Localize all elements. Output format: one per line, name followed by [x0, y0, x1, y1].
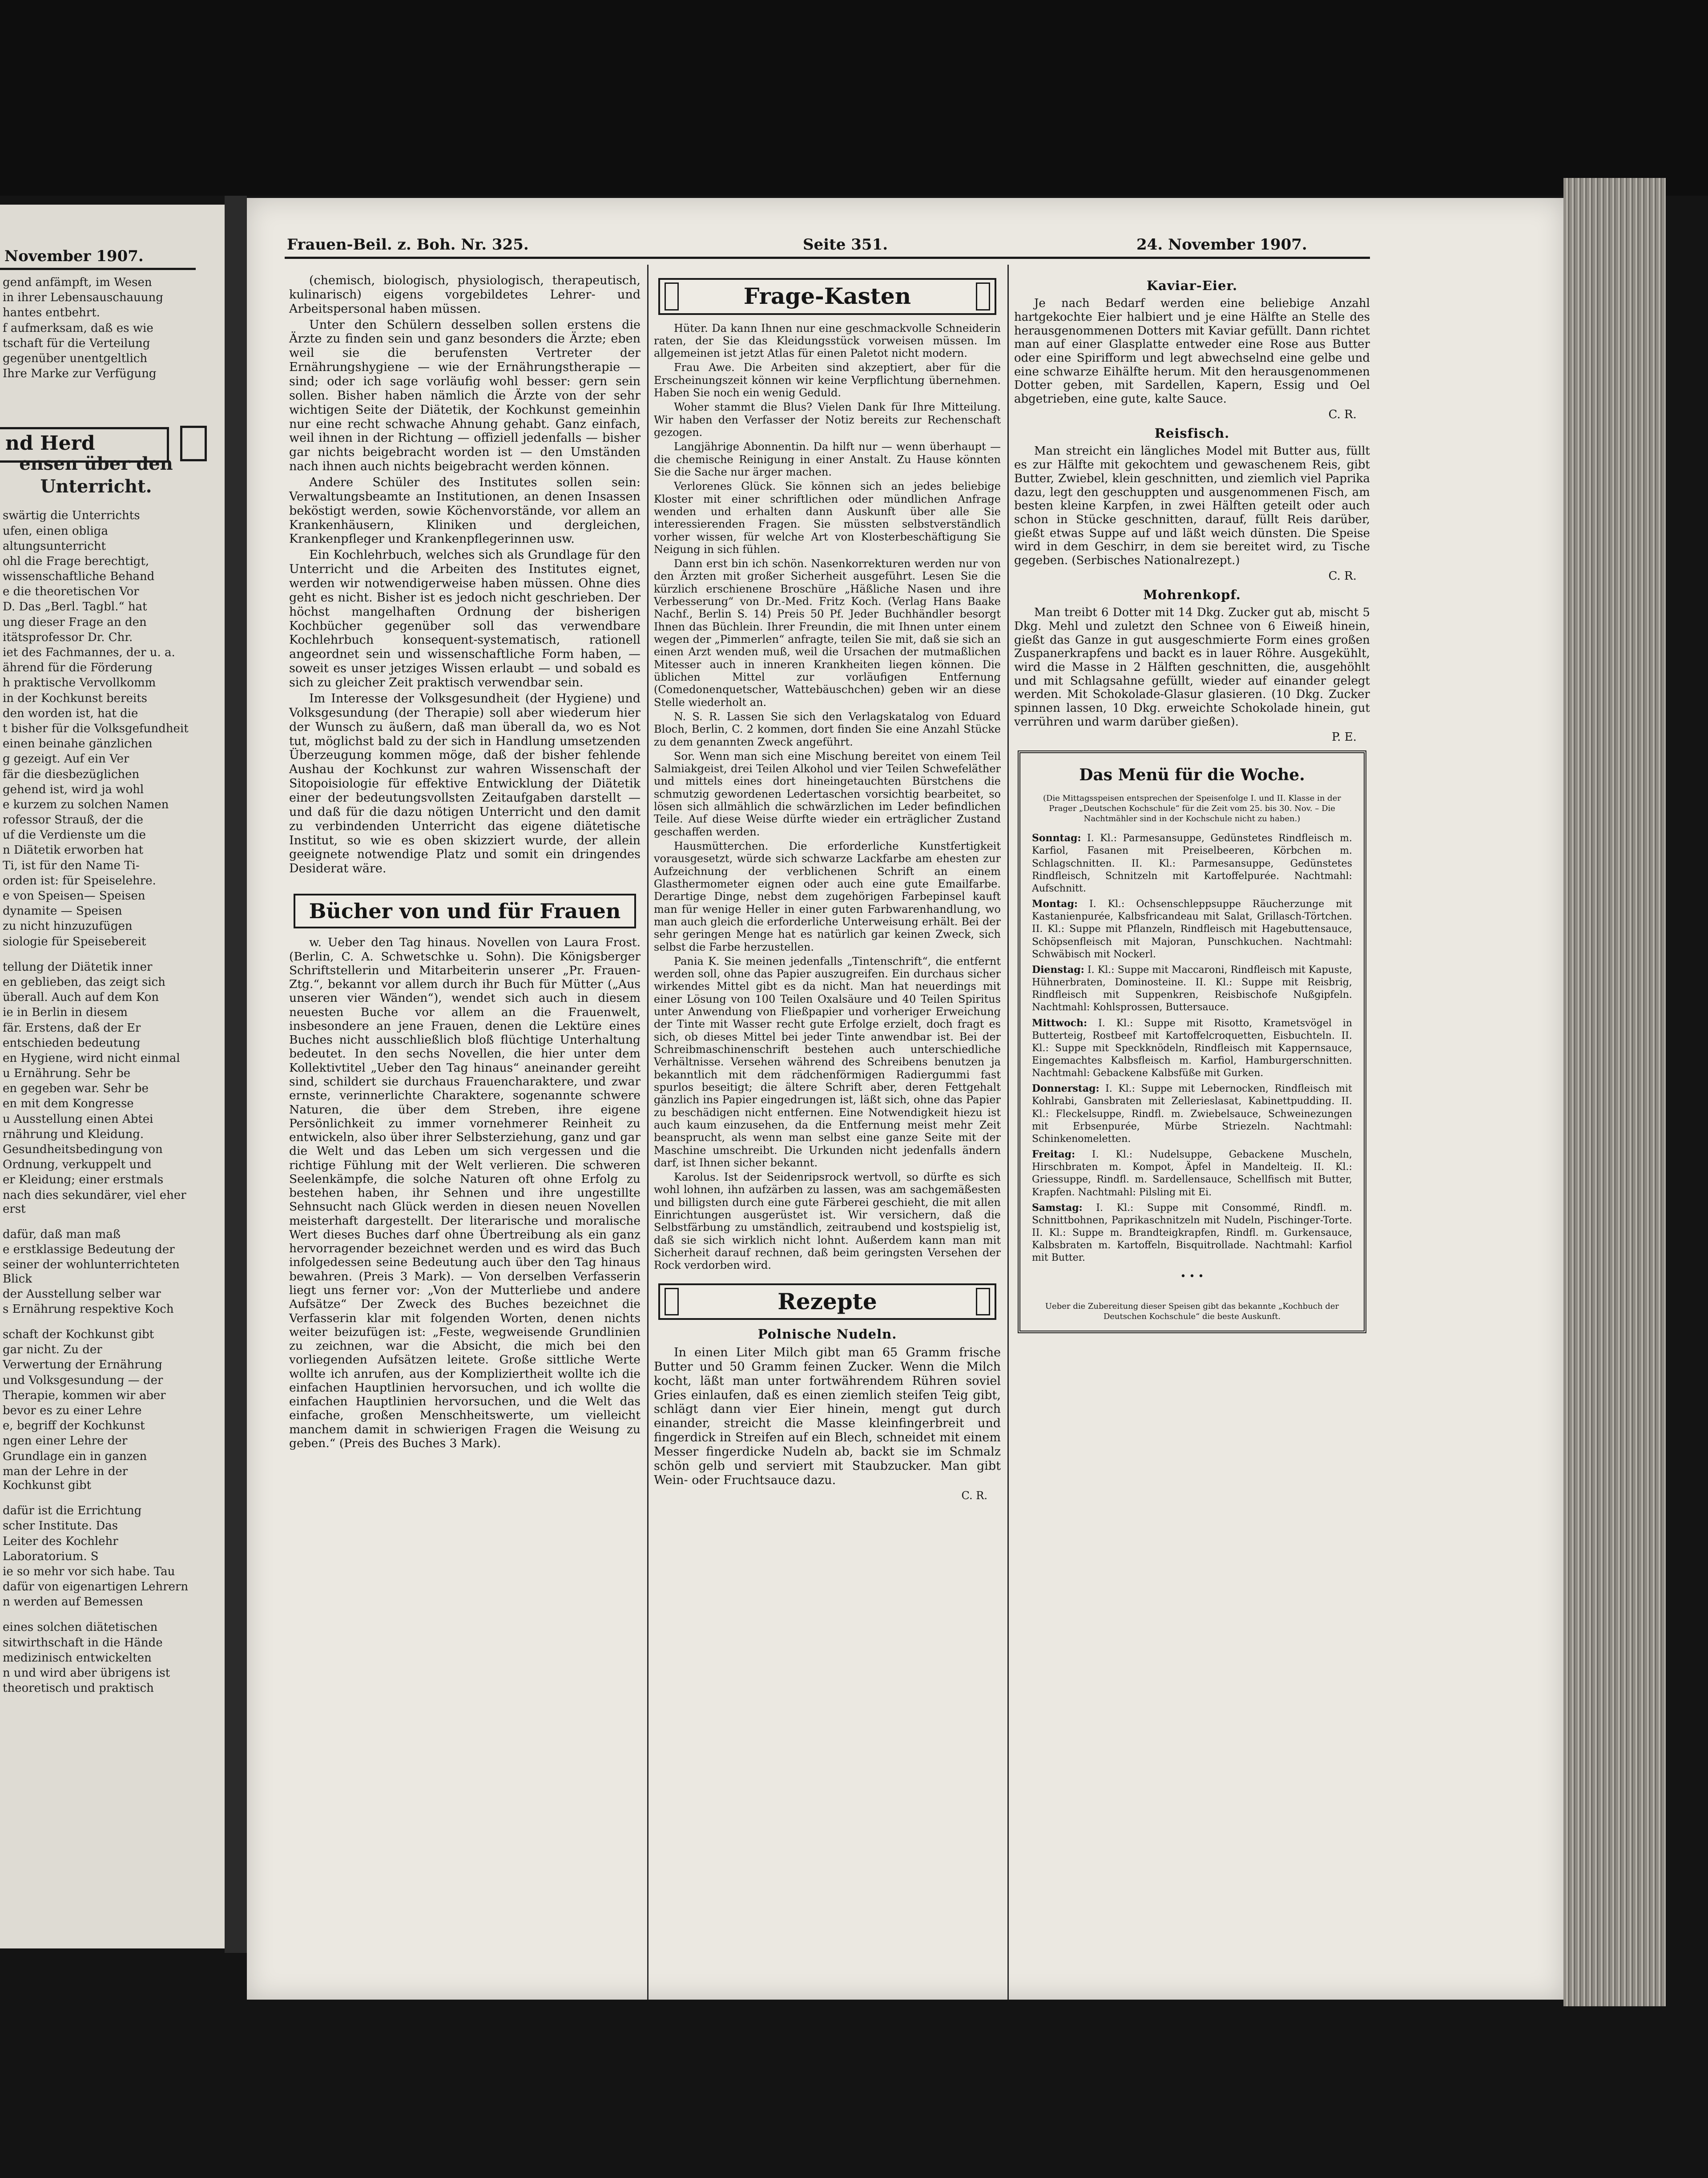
previous-page-line: bevor es zu einer Lehre: [3, 1404, 142, 1417]
menu-day-name: Dienstag:: [1032, 964, 1084, 976]
menu-day-entry: [1032, 1017, 1352, 1080]
previous-page-line: er Kleidung; einer erstmals: [3, 1173, 164, 1187]
qa-entry: Dann erst bin ich schön. Nasenkorrekturen werden nur von den Ärzten mit großer Sicherheit ausgeführt. Lesen Sie die kürzlich erschienene Broschüre „Häßliche Nasen und ihre Verbesserung“ von Dr.-Med. Fritz Koch. (Verlag Hans Baake Nachf., Berlin S. 14) Preis 50 Pf. Jeder Buchhändler besorgt Ihnen das Büchlein. Ihrer Freundin, die mit Ihnen unter einem wegen der „Pimmerlen“ anfragte, teilen Sie mit, daß sie sich an einen Arzt wenden muß, weil die Ursachen der mutmaßlichen Mitesser auch in inneren Krankheiten liegen können. Die üblichen Mittel zur vorläufigen Entfernung (Comedonenquetscher, Wattebäuschchen) geben wir an diese Stelle wiederholt an.: [654, 557, 1001, 709]
previous-page-line: [3, 499, 189, 508]
previous-page-line: gehend ist, wird ja wohl: [3, 782, 144, 796]
article-paragraph: Ein Kochlehrbuch, welches sich als Grundlage für den Unterricht und die Arbeiten des Institutes eignet, werden wir notwendigerweise haben müssen. Ohne dies geht es nicht. Bisher ist es jedoch nicht geschrieben. Der höchst mangelhaften Ordnung der bisherigen Kochbücher gegenüber soll das verwendbare Kochlehrbuch konsequent-systematisch, rationell angeordnet sein und wissenschaftliche Form haben, — soweit es unser jetziges Wissen erlaubt — und sobald es sich zu gleicher Zeit praktisch verwendbar sein.: [289, 548, 640, 690]
column-rule-1: [647, 265, 649, 2000]
header-rule: [285, 257, 1370, 259]
previous-page-line: f aufmerksam, daß es wie: [3, 321, 153, 335]
previous-page-line: g gezeigt. Auf ein Ver: [3, 752, 129, 766]
previous-page-line: wissenschaftliche Behand: [3, 570, 155, 584]
previous-page-line: gegenüber unentgeltlich: [3, 351, 148, 365]
previous-page-line: fär die diesbezüglichen: [3, 767, 140, 781]
recipe-text: In einen Liter Milch gibt man 65 Gramm frische Butter und 50 Gramm feinen Zucker. Wenn die Milch kocht, läßt man unter fortwährendem Rühren soviel Gries einlaufen, daß es einen ziemlich steifen Teig gibt, schlägt dann vier Eier hinein, mengt gut durch einander, streicht die Masse kleinfingerbreit und fingerdick in Streifen auf ein Blech, schneidet mit einem Messer fingerdicke Nudeln ab, backt sie im Schmalz schön gelb und serviert mit Staubzucker. Man gibt Wein- oder Fruchtsauce dazu.: [654, 1346, 1001, 1487]
qa-entry: N. S. R. Lassen Sie sich den Verlagskatalog von Eduard Bloch, Berlin, C. 2 kommen, dort finden Sie eine Anzahl Stücke zu dem genannten Zweck angeführt.: [654, 710, 1001, 748]
previous-page-line: swärtig die Unterrichts: [3, 509, 140, 523]
previous-page-line: ährend für die Förderung: [3, 661, 153, 675]
previous-page-line: en mit dem Kongresse: [3, 1097, 134, 1111]
page-stack-edge: [1563, 178, 1666, 2006]
previous-page-line: [3, 382, 189, 391]
previous-page-line: dafür, daß man maß: [3, 1227, 121, 1241]
rezepte-heading: Rezepte: [777, 1288, 877, 1315]
previous-page-line: t bisher für die Volksgefundheit: [3, 722, 189, 735]
previous-page-line: hantes entbehrt.: [3, 306, 100, 320]
previous-page-line: Grundlage ein in ganzen: [3, 1449, 147, 1463]
ornament-icon: [665, 282, 679, 311]
previous-page-line: einen beinahe gänzlichen: [3, 737, 153, 751]
previous-page-line: theoretisch und praktisch: [3, 1682, 154, 1695]
previous-page-line: nach dies sekundärer, viel eher erst: [3, 1188, 186, 1216]
menu-day-text: I. Kl.: Suppe mit Maccaroni, Rindfleisch mit Kapuste, Hühnerbraten, Dominosteine. II. Kl.: Suppe mit Reisbrig, Rindfleisch mit Suppenkren, Reisbischofe Nußgipfeln. Nachtmahl: Kohlsprossen, Buttersauce.: [1032, 964, 1352, 1013]
previous-page-line: ie so mehr vor sich habe. Tau: [3, 1565, 175, 1578]
qa-entry: Verlorenes Glück. Sie können sich an jedes beliebige Kloster mit einer schriftlichen oder mündlichen Anfrage wenden und erhalten dann Auskunft über alle Sie interessierenden Fragen. Sie müssten selbstverständlich vorher wissen, für welche Art von Klosterbeschäftigung Sie Neigung in sich fühlen.: [654, 480, 1001, 556]
previous-page-line: ufen, einen obliga: [3, 524, 108, 538]
weekly-menu-box: [1018, 750, 1366, 1333]
previous-page-line: seiner der wohlunterrichteten Blick: [3, 1258, 180, 1286]
previous-page-line: [3, 1218, 189, 1226]
previous-page-line: en Hygiene, wird nicht einmal: [3, 1051, 180, 1065]
menu-day-text: I. Kl.: Suppe mit Consommé, Rindfl. m. Schnittbohnen, Paprikaschnitzeln mit Nudeln, Pischinger-Torte. II. Kl.: Suppe m. Brandteigkrapfen, Rindfl. m. Gurkensauce, Kalbsbraten m. Kartoffeln, Bisquitrollade. Nachtmahl: Karfiol mit Butter.: [1032, 1202, 1353, 1264]
qa-entries: [654, 322, 1001, 1272]
books-review: [289, 936, 640, 1450]
previous-page-line: orden ist: für Speiselehre.: [3, 874, 156, 887]
previous-page-line: scher Institute. Das: [3, 1519, 118, 1533]
previous-page-line: rnährung und Kleidung.: [3, 1127, 144, 1141]
column-1: [289, 274, 640, 1452]
previous-page-line: e kurzem zu solchen Namen: [3, 798, 169, 811]
menu-day-name: Mittwoch:: [1032, 1017, 1088, 1029]
qa-entry: Karolus. Ist der Seidenripsrock wertvoll, so dürfte es sich wohl lohnen, ihn aufzärben zu lassen, was am sachgemäßesten und billigsten durch eine gute Färberei geschieht, die mit allen Einrichtungen ausgerüstet ist. Wir versichern, daß die Selbstfärbung zu umständlich, zeitraubend und kostspielig ist, daß sie sich wirklich nicht lohnt. Außerdem kann man mit Sicherheit darauf rechnen, daß beim geringsten Versehen der Rock verdorben wird.: [654, 1171, 1001, 1272]
page-header-left: Frauen-Beil. z. Boh. Nr. 325.: [287, 236, 529, 254]
previous-page-line: man der Lehre in der Kochkunst gibt: [3, 1464, 128, 1492]
previous-page-line: ensen über den: [19, 453, 173, 475]
previous-page-line: n und wird aber übrigens ist: [3, 1666, 170, 1680]
previous-page-line: [3, 1494, 189, 1503]
recipe-signature: C. R.: [961, 1489, 987, 1502]
previous-page-line: in der Kochkunst bereits: [3, 691, 147, 705]
page-header-center: Seite 351.: [803, 236, 888, 254]
previous-page-line: in ihrer Lebensauschauung: [3, 291, 163, 305]
menu-day-entry: [1032, 832, 1352, 895]
previous-page-line: [3, 1610, 189, 1619]
previous-page-line: siologie für Speisebereit: [3, 935, 146, 948]
book-gutter: [225, 196, 247, 1953]
previous-page-line: tschaft für die Verteilung: [3, 336, 150, 350]
menu-day-entry: [1032, 1148, 1352, 1199]
previous-page-line: [3, 1318, 189, 1327]
column-3: [1014, 274, 1370, 1333]
previous-page-line: en geblieben, das zeigt sich: [3, 975, 165, 989]
menu-day-text: I. Kl.: Nudelsuppe, Gebackene Muscheln, Hirschbraten m. Kompot, Äpfel in Mandelteig. II. Kl.: Griessuppe, Rindfl. m. Sardellensauce, Schellfisch mit Butter, Krapfen. Nachtmahl: Pilsling mit Ei.: [1032, 1149, 1353, 1198]
qa-entry: Sor. Wenn man sich eine Mischung bereitet von einem Teil Salmiakgeist, drei Teilen Alkohol und vier Teilen Schwefeläther und mittels eines dort hineingetauchten Bürstchens die schmutzig gewordenen Ledertaschen vorsichtig bearbeitet, so lösen sich allmählich die schwärzlichen im Leder befindlichen Teile. Auf diese Weise dürfte wieder ein erträglicher Zustand geschaffen werden.: [654, 750, 1001, 838]
recipe-title: Polnische Nudeln.: [757, 1327, 897, 1342]
previous-page-line: sitwirthschaft in die Hände: [3, 1636, 163, 1650]
menu-day-text: I. Kl.: Suppe mit Lebernocken, Rindfleisch mit Kohlrabi, Gansbraten mit Zellerieslasat, Kabinettpudding. II. Kl.: Fleckelsuppe, Rindfl. m. Zwiebelsauce, Schweinezungen mit Erbsenpurée, Mürbe Striezeln. Nachtmahl: Schinkenomeletten.: [1032, 1083, 1352, 1145]
recipe-signature: C. R.: [1328, 407, 1357, 421]
qa-entry: Woher stammt die Blus? Vielen Dank für Ihre Mitteilung. Wir haben den Verfasser der Notiz bereits zur Rechenschaft gezogen.: [654, 401, 1001, 439]
previous-page-line: e die theoretischen Vor: [3, 585, 139, 599]
previous-page-line: Unterricht.: [40, 476, 152, 497]
previous-page-line: fär. Erstens, daß der Er: [3, 1021, 141, 1035]
recipe-text: Man streicht ein längliches Model mit Butter aus, füllt es zur Hälfte mit gekochtem und gewaschenem Reis, gibt Butter, Zwiebel, klein geschnitten, und ziemlich viel Paprika dazu, legt den geschuppten und ausgenommenen Fisch, am besten kleine Karpfen, in zwei Hälften geteilt oder auch schon in Stücke geschnitten, darauf, füllt Reis darüber, gießt etwas Suppe auf und läßt weich dünsten. Die Speise wird in dem Geschirr, in dem sie bereitet wird, zu Tische gegeben. (Serbisches Nationalrezept.): [1014, 444, 1370, 567]
previous-page-line: Verwertung der Ernährung: [3, 1358, 162, 1372]
frage-kasten-box: [658, 278, 996, 315]
previous-page-line: medizinisch entwickelten: [3, 1651, 152, 1665]
previous-page-line: altungsunterricht: [3, 539, 106, 553]
previous-page-line: dafür von eigenartigen Lehrern: [3, 1580, 189, 1594]
previous-page-line: u Ernährung. Sehr be: [3, 1067, 131, 1081]
previous-page-line: itätsprofessor Dr. Chr.: [3, 630, 133, 644]
previous-page-line: schaft der Kochkunst gibt: [3, 1328, 154, 1342]
menu-day-entry: [1032, 1082, 1352, 1145]
previous-page-line: h praktische Vervollkomm: [3, 676, 156, 690]
ornament-icon: [976, 282, 990, 311]
ornament-icon: [976, 1288, 990, 1316]
menu-footer: Ueber die Zubereitung dieser Speisen gibt das bekannte „Kochbuch der Deutschen Kochschule“ die beste Auskunft.: [1045, 1301, 1339, 1321]
previous-page-header-rule: [0, 268, 196, 270]
article-paragraph: Andere Schüler des Institutes sollen sein: Verwaltungsbeamte an Institutionen, an denen Insassen beköstigt werden, sowie Köchenvorstände, vor allem an Krankenhäusern, Kliniken und dergleichen, Krankenpfleger und Krankenpflegerinnen usw.: [289, 476, 640, 546]
qa-entry: Frau Awe. Die Arbeiten sind akzeptiert, aber für die Erscheinungszeit können wir keine Verpflichtung übernehmen. Haben Sie noch ein wenig Geduld.: [654, 361, 1001, 399]
qa-entry: Hüter. Da kann Ihnen nur eine geschmackvolle Schneiderin raten, der Sie das Kleidungsstück vorweisen müssen. Im allgemeinen ist jetzt Atlas für einen Paletot nicht modern.: [654, 322, 1001, 360]
previous-page-line: ie in Berlin in diesem: [3, 1006, 128, 1020]
menu-day-name: Donnerstag:: [1032, 1083, 1100, 1095]
previous-page-line: rofessor Strauß, der die: [3, 813, 144, 827]
scan-background: [0, 0, 1708, 196]
menu-day-name: Sonntag:: [1032, 832, 1081, 844]
menu-day-entry: [1032, 964, 1352, 1014]
menu-title: Das Menü für die Woche.: [1079, 766, 1305, 785]
previous-page-line: entschieden bedeutung: [3, 1036, 141, 1050]
previous-page-line: Ti, ist für den Name Ti-: [3, 859, 140, 872]
previous-page-line: dafür ist die Errichtung: [3, 1504, 142, 1518]
previous-page-line: und Volksgesundung — der: [3, 1373, 163, 1387]
article-paragraph: Im Interesse der Volksgesundheit (der Hygiene) und Volksgesundung (der Therapie) soll aber wiederum hier der Wunsch zu äußern, daß man überall da, wo es Not tut, möglichst bald zu der sich in Handlung umsetzenden Überzeugung kommen möge, daß der bisher fehlende Aushau der Kochkunst zur wahren Wissenschaft der Sitopoisiologie für effektive Entwicklung der Diätetik einer der bedeutungsvollsten Zeitaufgaben darstellt — und daß für die dazu nötigen Unterricht und den damit zu verbindenden Unterricht das eigene diätetische Institut, so wie es oben skizziert wurde, der allein geeignete notwendige Platz und somit ein dringendes Desiderat wäre.: [289, 691, 640, 876]
recipe-title: Mohrenkopf.: [1143, 587, 1241, 603]
previous-page-line: überall. Auch auf dem Kon: [3, 991, 159, 1004]
menu-day-entry: [1032, 898, 1352, 961]
recipe-title: Reisfisch.: [1154, 426, 1230, 441]
previous-page-line: en gegeben war. Sehr be: [3, 1082, 149, 1096]
previous-page-line: u Ausstellung einen Abtei: [3, 1112, 153, 1126]
newspaper-page: [247, 198, 1563, 2000]
menu-day-name: Montag:: [1032, 898, 1078, 910]
previous-page-line: n werden auf Bemessen: [3, 1595, 143, 1609]
previous-page-line: eines solchen diätetischen: [3, 1621, 158, 1634]
previous-page-line: Ihre Marke zur Verfügung: [3, 367, 157, 381]
recipes-list: [1014, 278, 1370, 744]
previous-page-line: gend anfämpft, im Wesen: [3, 276, 152, 289]
menu-day-text: I. Kl.: Ochsenschleppsuppe Räucherzunge mit Kastanienpurée, Kalbsfricandeau mit Salat, Grillasch-Törtchen. II. Kl.: Suppe mit Pflanzeln, Rindfleisch mit Hagebuttensauce, Schöpsenfleisch mit Majoran, Punschkuchen. Nachtmahl: Schwäbisch mit Nockerl.: [1032, 899, 1352, 960]
previous-page-line: den worden ist, hat die: [3, 706, 138, 720]
menu-stars: • • •: [1180, 1271, 1204, 1283]
page-header-right: 24. November 1907.: [1136, 236, 1307, 254]
recipe-text: Je nach Bedarf werden eine beliebige Anzahl hartgekochte Eier halbiert und je eine Hälfte an Stelle des herausgenommenen Dotters mit Kaviar gefüllt. Dann richtet man auf einer Glasplatte entweder eine Rose aus Butter oder eine Spirifform und legt abwechselnd eine gelbe und eine schwarze Eihälfte herum. Mit den herausgenommenen Dotter geben, mit Sardellen, Kapern, Essig und Oel abgetrieben, eine gute, kalte Sauce.: [1014, 297, 1370, 406]
recipe-title: Kaviar-Eier.: [1146, 278, 1238, 293]
previous-page: [0, 205, 226, 1948]
qa-entry: Langjährige Abonnentin. Da hilft nur — wenn überhaupt — die chemische Reinigung in einer Anstalt. Zu Hause könnten Sie die Sache nur ärger machen.: [654, 440, 1001, 478]
previous-page-line: uf die Verdienste um die: [3, 828, 146, 842]
previous-page-line: Leiter des Kochlehr: [3, 1534, 118, 1548]
previous-page-line: [3, 950, 189, 959]
menu-day-text: I. Kl.: Parmesansuppe, Gedünstetes Rindfleisch m. Karfiol, Fasanen mit Preiselbeeren, Körbchen m. Schlagschnitten. II. Kl.: Parmesansuppe, Gedünstetes Rindfleisch, Schnitzeln mit Kartoffelpurée. Nachtmahl: Aufschnitt.: [1032, 833, 1352, 894]
previous-page-line: zu nicht hinzuzufügen: [3, 920, 133, 933]
previous-page-line: s Ernährung respektive Koch: [3, 1302, 174, 1316]
previous-page-line: iet des Fachmannes, der u. a.: [3, 646, 175, 659]
previous-page-line: ung dieser Frage an den: [3, 615, 147, 629]
qa-entry: Hausmütterchen. Die erforderliche Kunstfertigkeit vorausgesetzt, würde sich schwarze Lackfarbe am ehesten zur Aufzeichnung der verblichenen Schrift an einem Glasthermometer eignen oder auch eine gute Emailfarbe. Derartige Dinge, nebst dem zugehörigen Farbepinsel kauft man für wenige Heller in einer guten Farbwarenhandlung, wo man auch gleich die erforderliche Unterweisung erhält. Bei der sehr geringen Menge hat es natürlich gar keinen Zweck, sich selbst die Farbe herzustellen.: [654, 840, 1001, 953]
previous-page-line: n Diätetik erworben hat: [3, 843, 144, 857]
books-heading: Bücher von und für Frauen: [309, 899, 621, 924]
menu-days: [1032, 832, 1352, 1264]
previous-page-line: ohl die Frage berechtigt,: [3, 554, 149, 568]
previous-page-date: November 1907.: [4, 247, 144, 265]
rezepte-box: [658, 1283, 996, 1320]
books-heading-box: [294, 894, 636, 928]
menu-day-name: Freitag:: [1032, 1149, 1076, 1161]
qa-entry: Pania K. Sie meinen jedenfalls „Tintenschrift“, die entfernt werden soll, ohne das Papier auszugreifen. Ein durchaus sicher wirkendes Mittel gibt es da nicht. Man hat neuerdings mit einer Lösung von 100 Teilen Oxalsäure und 40 Teilen Spiritus unter Anwendung von Fließpapier und vorheriger Erweichung der Tinte mit Wasser recht gute Erfolge erzielt, doch fragt es sich, ob dieses Mittel bei jeder Tinte anwendbar ist. Bei der Schreibmaschinenschrift bestehen auch unterschiedliche Verhältnisse. Versehen während des Schreibens benutzen ja bekanntlich mit dem rädchenförmigen Radiergummi fast spurlos beseitigt; die ältere Schrift aber, deren Fettgehalt gänzlich ins Papier eingedrungen ist, läßt sich, ohne das Papier zu beschädigen nicht entfernen. Eine Notwendigkeit hiezu ist auch kaum einzusehen, da die Entfernung meist mehr Zeit beansprucht, als wenn man selbst eine ganze Seite mit der Maschine umschreibt. Die Urkunden nicht jedenfalls ändern darf, ist Ihnen sicher bekannt.: [654, 955, 1001, 1169]
previous-page-line: Laboratorium. S: [3, 1549, 99, 1563]
ornament-icon: [665, 1288, 679, 1316]
previous-page-line: Ordnung, verkuppelt und: [3, 1158, 152, 1172]
menu-note: (Die Mittagsspeisen entsprechen der Speisenfolge I. und II. Klasse in der Prager „Deutschen Kochschule“ für die Zeit vom 25. bis 30. Nov. – Die Nachtmähler sind in der Kochschule nicht zu haben.): [1043, 794, 1341, 824]
previous-page-line: Gesundheitsbedingung von: [3, 1143, 163, 1156]
article-paragraph: Unter den Schülern desselben sollen erstens die Ärzte zu finden sein und ganz besonders die Ärzte; eben weil sie die berufensten Vertreter der Ernährungshygiene — wie der Ernährungstherapie — sind; oder ich sage vorläufig wohl besser: gern sein sollen. Bisher haben nämlich die Ärzte von der sehr wichtigen Seite der Diätetik, der Kochkunst gemeinhin nur eine recht schwache Ahnung gehabt. Ganz einfach, weil ihnen in der Richtung — offiziell jedenfalls — bisher gar nichts beigebracht worden ist — den Umständen nach ihnen auch nichts beigebracht werden können.: [289, 318, 640, 474]
previous-page-line: e, begriff der Kochkunst: [3, 1419, 145, 1433]
previous-page-line: ngen einer Lehre der: [3, 1434, 128, 1448]
previous-page-line: tellung der Diätetik inner: [3, 960, 153, 974]
recipe-signature: C. R.: [1328, 569, 1357, 583]
menu-day-entry: [1032, 1202, 1352, 1265]
book-review-paragraph: w. Ueber den Tag hinaus. Novellen von Laura Frost. (Berlin, C. A. Schwetschke u. Sohn). Die Königsberger Schriftstellerin und Mitarbeiterin unserer „Pr. Frauen-Ztg.“, bekannt vor allem durch ihr Buch für Mütter („Aus unseren vier Wänden“), wendet sich auch in diesem neuesten Buche vor allem an die Frauenwelt, insbesondere an jene Frauen, denen die Lektüre eines Buches nicht ausschließlich bloß flüchtige Unterhaltung bedeutet. In den sechs Novellen, die hier unter dem Kollektivtitel „Ueber den Tag hinaus“ aneinander gereiht sind, schildert sie durchaus Frauencharaktere, und zwar ernste, verinnerlichte Charaktere, sogenannte schwere Naturen, die über dem Streben, ihre eigene Persönlichkeit zu immer vornehmerer Reinheit zu entwickeln, also über ihrer Selbsterziehung, ganz und gar die Welt und das Leben um sich vergessen und die richtige Fühlung mit der Welt verlieren. Die schweren Seelenkämpfe, die solche Naturen oft ohne Erfolg zu bestehen haben, ihr Sehnen und ihre ungestillte Sehnsucht nach Glück werden in diesen neuen Novellen meisterhaft dargestellt. Der literarische und moralische Wert dieses Buches darf ohne Übertreibung als ein ganz hervorragender bezeichnet werden und es wird das Buch infolgedessen seine Bedeutung auch über den Tag hinaus bewahren. (Preis 3 Mark). — Von derselben Verfasserin liegt uns ferner vor: „Von der Mutterliebe und andere Aufsätze“ Der Zweck des Buches bezeichnet die Verfasserin klar mit folgenden Worten, denen nichts weiter beizufügen ist: „Feste, wegweisende Grundlinien zu zeichnen, war die Absicht, die mich bei den vorliegenden Aufsätzen leitete. Große sittliche Werte wollte ich anrufen, aus der Kompliziertheit wollte ich die einfachen Hauptlinien hervorsuchen, und ich wollte die einfachen Hauptlinien hervorsuchen, und die Welt das einfache, großen Menschheitswerte, um vielleicht manchem damit in schwierigen Fragen die Weisung zu geben.“ (Preis des Buches 3 Mark).: [289, 936, 640, 1450]
previous-page-line: gar nicht. Zu der: [3, 1343, 102, 1357]
column-rule-2: [1007, 265, 1009, 2000]
menu-day-name: Samstag:: [1032, 1202, 1083, 1214]
previous-page-line: D. Das „Berl. Tagbl.“ hat: [3, 600, 147, 614]
column-2: [654, 274, 1001, 1506]
recipe-text: Man treibt 6 Dotter mit 14 Dkg. Zucker gut ab, mischt 5 Dkg. Mehl und zuletzt den Schnee von 6 Eiweiß hinein, gießt das Ganze in gut ausgeschmierte Form eines großen Zuspanerkrapfens und backt es in lauer Röhre. Ausgekühlt, wird die Masse in 2 Hälften geschnitten, die, ausgehöhlt und mit Schlagsahne gefüllt, wieder auf einander gelegt werden. Mit Schokolade-Glasur glasieren. (10 Dkg. Zucker spinnen lassen, 10 Dkg. erweichte Schokolade hinein, gut verrühren und warm darüber gießen).: [1014, 606, 1370, 729]
recipe-signature: P. E.: [1332, 730, 1357, 744]
previous-page-banner-text: nd Herd: [5, 432, 95, 455]
article-diet-paragraphs: [289, 274, 640, 876]
previous-page-line: e von Speisen— Speisen: [3, 889, 145, 903]
previous-page-line: e erstklassige Bedeutung der: [3, 1243, 175, 1257]
menu-day-text: I. Kl.: Suppe mit Risotto, Krametsvögel in Butterteig, Rostbeef mit Kartoffelcroquetten, Eisbuchteln. II. Kl.: Suppe mit Speckknödeln, Rindfleisch mit Kappernsauce, Eingemachtes Kalbsfleisch m. Karfiol, Hamburgerschnitten. Nachtmahl: Gebackene Kalbsfüße mit Gurken.: [1032, 1017, 1352, 1079]
frage-kasten-heading: Frage-Kasten: [743, 283, 911, 309]
previous-page-line: Therapie, kommen wir aber: [3, 1388, 166, 1402]
previous-page-line: der Ausstellung selber war: [3, 1287, 161, 1301]
article-paragraph: (chemisch, biologisch, physiologisch, therapeutisch, kulinarisch) eigens vorgebildetes Lehrer- und Arbeitspersonal haben müssen.: [289, 274, 640, 316]
previous-page-line: dynamite — Speisen: [3, 904, 122, 918]
previous-page-text: [3, 276, 189, 1697]
